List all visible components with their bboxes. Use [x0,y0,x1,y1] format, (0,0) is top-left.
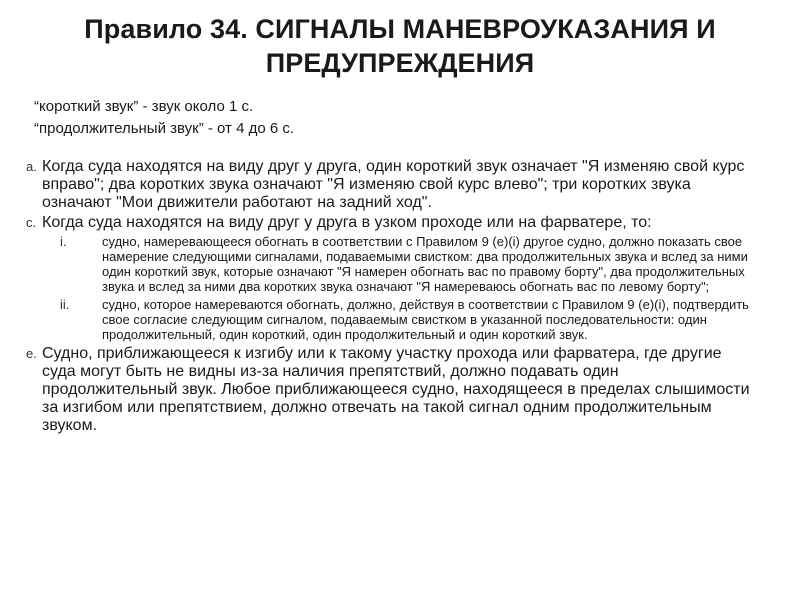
list-item-a [22,158,778,212]
definition-long-sound: “продолжительный звук” - от 4 до 6 с. [34,120,295,137]
list-item-e [22,345,778,435]
definitions [22,96,778,140]
list-marker: a. [26,159,37,174]
slide-title: Правило 34. СИГНАЛЫ МАНЕВРОУКАЗАНИЯ И ПРЕДУПРЕЖДЕНИЯ [84,14,716,78]
rule-items [22,158,778,435]
sublist-marker: i. [60,234,67,249]
spacer [22,140,778,158]
list-item-text: Когда суда находятся на виду друг у друга, один короткий звук означает "Я изменяю свой курс вправо"; два коротких звука означают "Я изменяю свой курс влево"; три коротких звука означают "Мои движители работают на задний ход". [42,158,745,211]
sublist-item-text: судно, которое намереваются обогнать, должно, действуя в соответствии с Правилом 9 (е)(i), подтвердить свое согласие следующим сигналом, подаваемым свистком в указанной последовательности: один продолжительный, один короткий, один продолжительный и один короткий звук. [102,297,749,342]
slide [0,12,800,612]
sublist-item-ii [60,297,778,342]
sublist-item-i [60,234,778,294]
definition-short-sound: “короткий звук” - звук около 1 с. [34,98,254,115]
list-marker: e. [26,346,37,361]
list-marker: c. [26,215,37,230]
list-item-text: Судно, приближающееся к изгибу или к такому участку прохода или фарватера, где другие суда могут быть не видны из-за наличия препятствий, должно подавать один продолжительный звук. Любое приближающееся судно, находящееся в пределах слышимости за изгибом или препятствием, должно отвечать на такой сигнал одним продолжительным звуком. [42,345,750,434]
list-item-c [22,214,778,232]
sublist [60,234,778,342]
sublist-item-text: судно, намеревающееся обогнать в соответствии с Правилом 9 (е)(i) другое судно, должно показать свое намерение следующими сигналами, подаваемыми свистком: два продолжительных звука и вслед за ними один короткий звук, которые означают "Я намерен обогнать вас по правому борту", два продолжительных звука и вслед за ними два коротких звука означают "Я намереваюсь обогнать вас по левому борту"; [102,234,748,294]
list-item-text: Когда суда находятся на виду друг у друга в узком проходе или на фарватере, то: [42,214,652,231]
sublist-marker: ii. [60,297,70,312]
